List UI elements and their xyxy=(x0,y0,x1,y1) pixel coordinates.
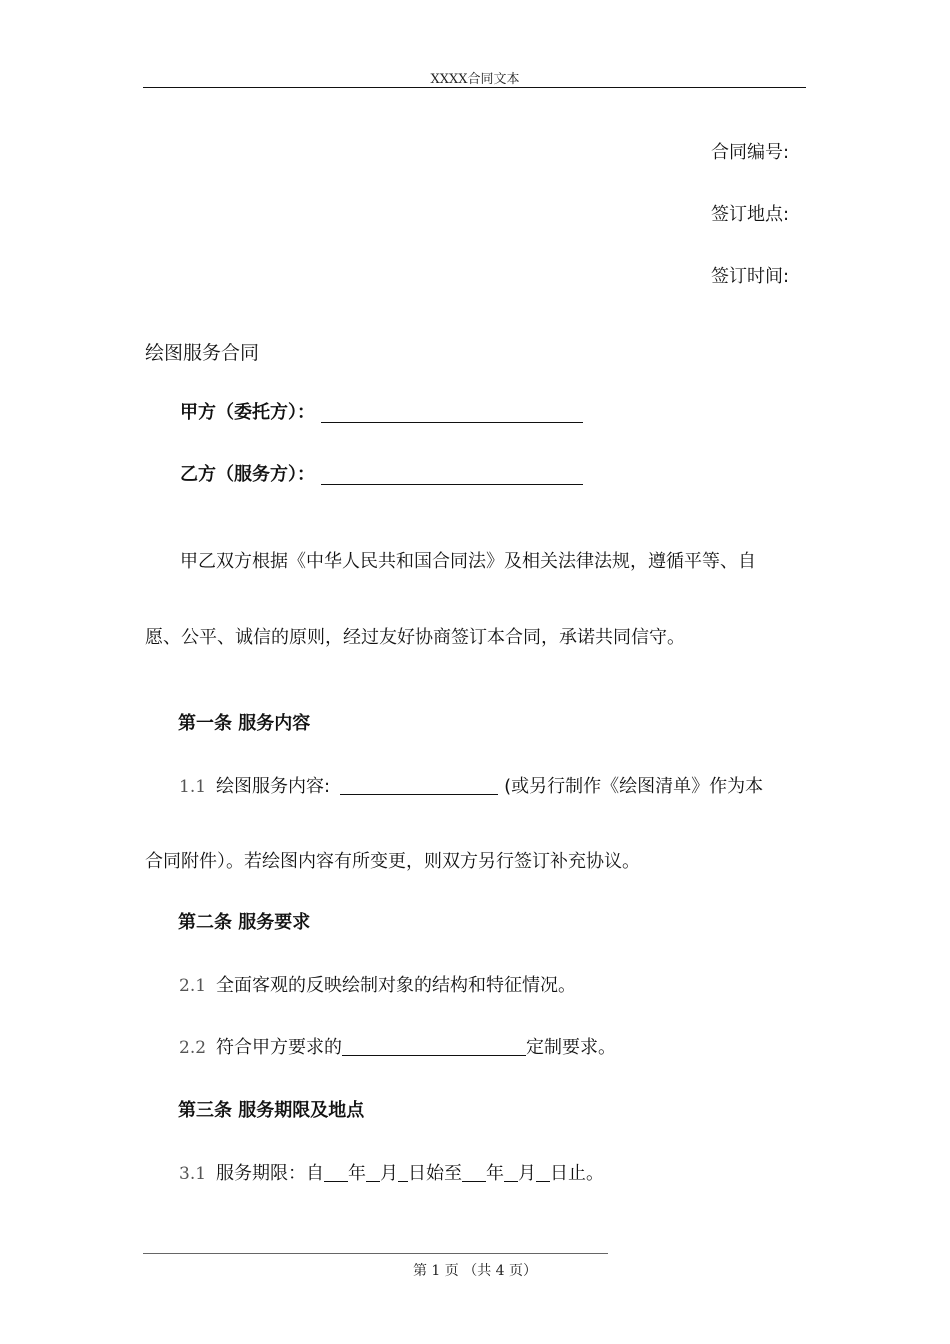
clause-2-2-blank xyxy=(342,1054,526,1056)
clause-number: 2.2 xyxy=(179,1038,207,1058)
party-b-blank xyxy=(321,483,583,485)
header-divider xyxy=(143,87,806,88)
clause-2-1 xyxy=(179,971,576,997)
party-a-blank xyxy=(321,421,583,423)
year-blank xyxy=(324,1180,348,1182)
preamble-line-1: 甲乙双方根据《中华人民共和国合同法》及相关法律法规，遵循平等、自 xyxy=(180,551,756,572)
footer-divider xyxy=(143,1253,608,1254)
year-label: 年 xyxy=(348,1163,367,1184)
clause-1-1-text-a: 绘图服务内容: xyxy=(216,776,331,797)
month-blank xyxy=(366,1180,380,1182)
year-label: 年 xyxy=(486,1163,505,1184)
clause-3-1 xyxy=(179,1159,604,1185)
page-header-title: XXXX合同文本 xyxy=(430,72,520,87)
clause-1-1-blank xyxy=(340,793,498,795)
document-title: 绘图服务合同 xyxy=(145,342,260,364)
party-b-label: 乙方（服务方）： xyxy=(180,464,315,485)
sign-place-label: 签订地点: xyxy=(711,204,790,225)
day-label: 日止。 xyxy=(550,1163,605,1184)
contract-number-label: 合同编号: xyxy=(711,142,790,163)
clause-2-2-text-a: 符合甲方要求的 xyxy=(216,1037,343,1058)
clause-2-2 xyxy=(179,1033,616,1059)
day-label: 日始至 xyxy=(408,1163,463,1184)
clause-3-1-text-start: 服务期限：自 xyxy=(216,1163,325,1184)
party-b-line xyxy=(180,460,583,486)
article-1-heading: 第一条 服务内容 xyxy=(178,713,311,734)
day-blank xyxy=(398,1180,408,1182)
clause-1-1-text-b: (或另行制作《绘图清单》作为本 xyxy=(504,776,764,797)
clause-number: 3.1 xyxy=(179,1164,207,1184)
article-3-heading: 第三条 服务期限及地点 xyxy=(178,1100,365,1121)
year-blank xyxy=(462,1180,486,1182)
clause-1-1-line-2: 合同附件）。若绘图内容有所变更，则双方另行签订补充协议。 xyxy=(145,851,640,872)
clause-number: 1.1 xyxy=(179,777,207,797)
clause-1-1 xyxy=(179,772,763,798)
preamble-line-2: 愿、公平、诚信的原则，经过友好协商签订本合同，承诺共同信守。 xyxy=(145,627,685,648)
month-label: 月 xyxy=(380,1163,399,1184)
party-a-label: 甲方（委托方）： xyxy=(180,402,315,423)
page-number: 第 1 页 （共 4 页） xyxy=(412,1263,538,1279)
clause-2-1-text: 全面客观的反映绘制对象的结构和特征情况。 xyxy=(216,975,577,996)
sign-time-label: 签订时间: xyxy=(711,266,790,287)
clause-number: 2.1 xyxy=(179,976,207,996)
article-2-heading: 第二条 服务要求 xyxy=(178,912,311,933)
day-blank xyxy=(536,1180,550,1182)
month-blank xyxy=(504,1180,518,1182)
clause-2-2-text-b: 定制要求。 xyxy=(526,1037,617,1058)
month-label: 月 xyxy=(518,1163,537,1184)
party-a-line xyxy=(180,398,583,424)
